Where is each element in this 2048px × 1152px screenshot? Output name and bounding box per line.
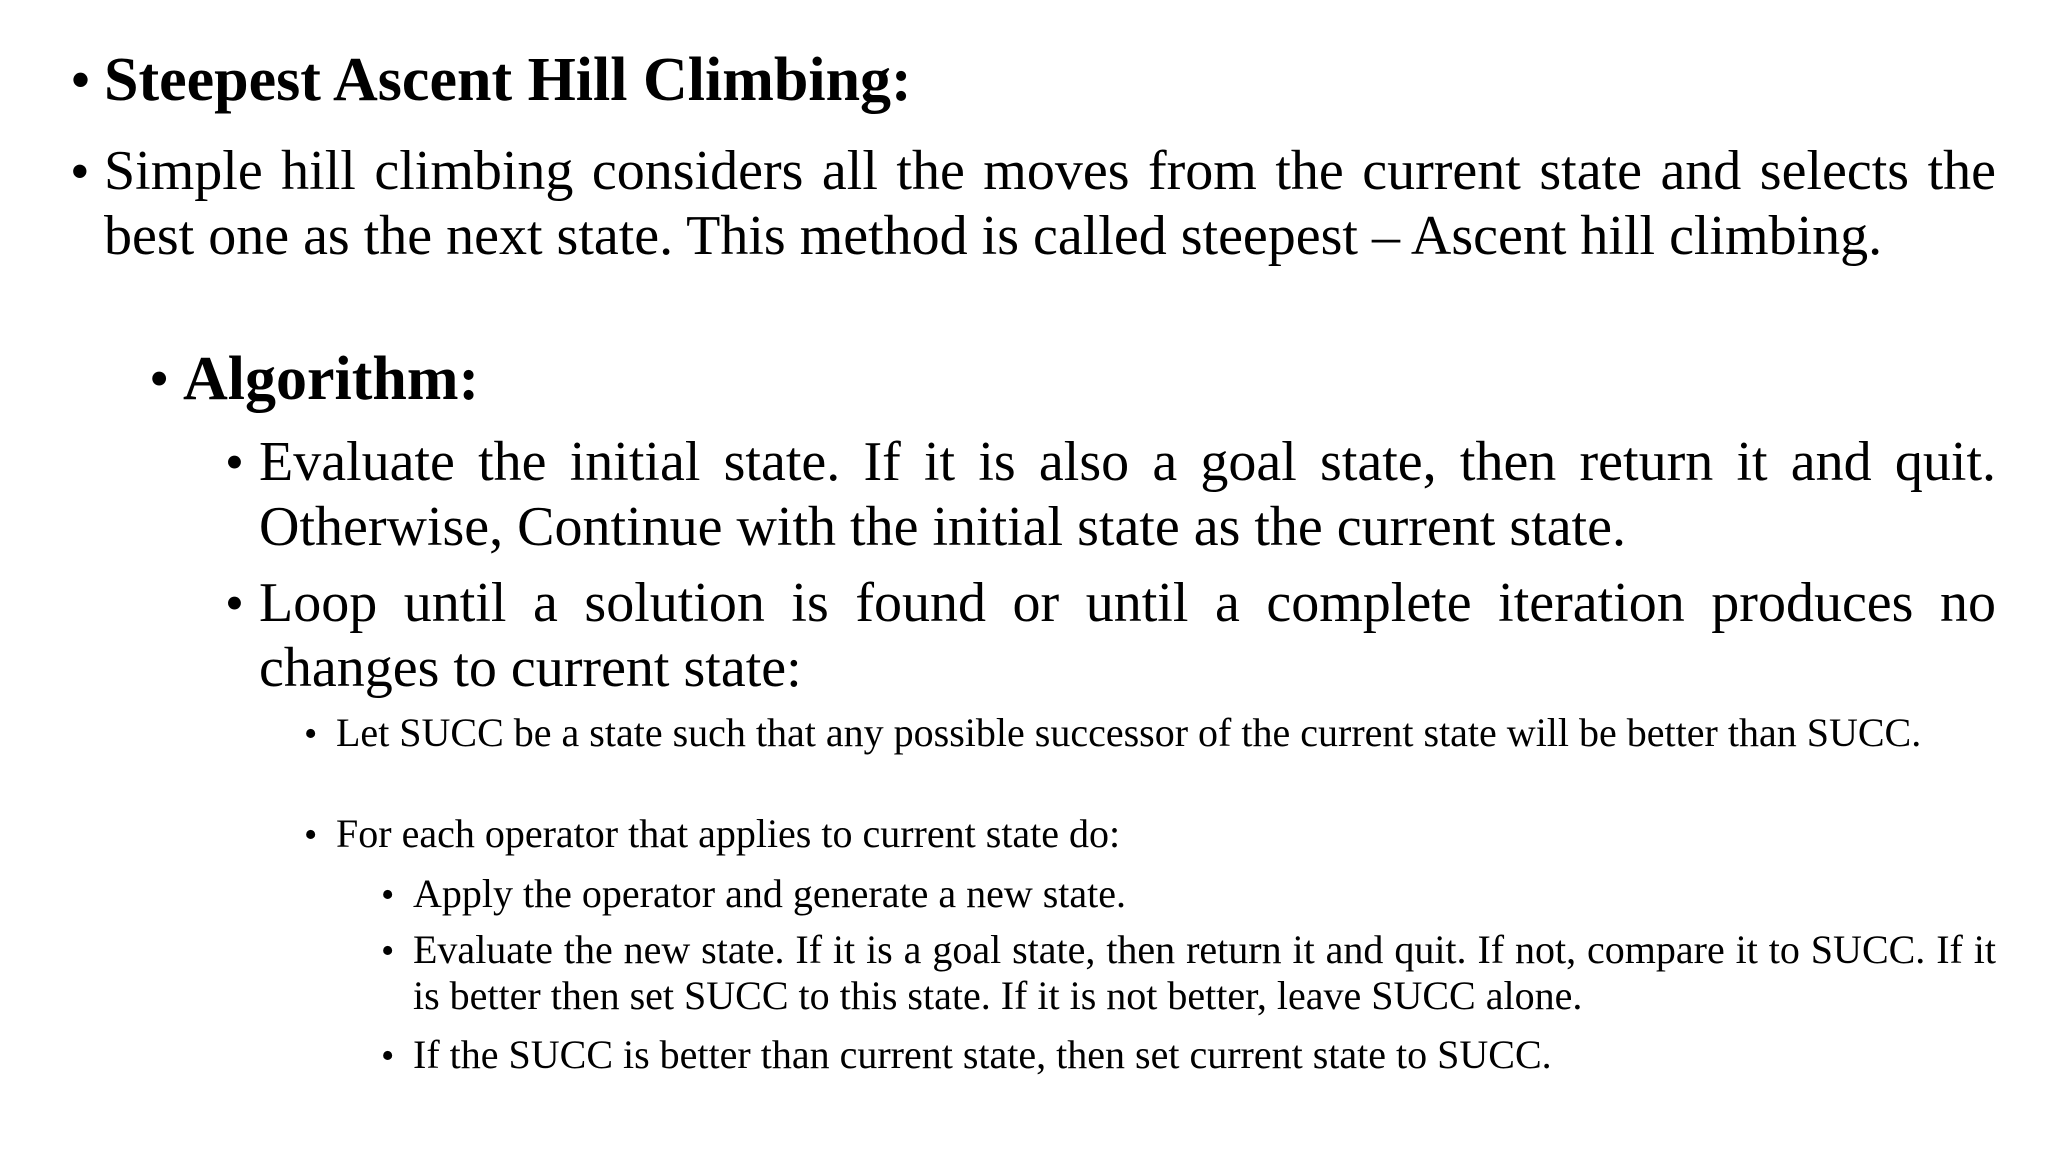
bullet-icon: • (304, 814, 318, 856)
bullet-icon: • (381, 930, 395, 972)
operator-step-text: If the SUCC is better than current state, then set current state to SUCC. (413, 1032, 1552, 1077)
bullet-icon: • (70, 47, 92, 113)
bullet-item-substep (304, 811, 1996, 857)
bullet-item-heading (70, 45, 1996, 115)
bullet-icon: • (225, 432, 244, 492)
bullet-item-intro (70, 139, 1996, 269)
intro-text: Simple hill climbing considers all the moves from the current state and selects the best one as the next state. This method is called steepest – Ascent hill climbing. (104, 140, 1996, 267)
bullet-item-step (225, 430, 1996, 560)
bullet-icon: • (225, 573, 244, 633)
operator-step-text: Evaluate the new state. If it is a goal state, then return it and quit. If not, compare it to SUCC. If it is better then set SUCC to this state. If it is not better, leave SUCC alone. (413, 927, 1996, 1018)
bullet-icon: • (381, 1035, 395, 1077)
step-text: Evaluate the initial state. If it is also a goal state, then return it and quit. Otherwise, Continue with the initial state as the current state. (259, 431, 1996, 558)
algorithm-heading: Algorithm: (183, 345, 480, 413)
bullet-item-operator-step (381, 927, 1996, 1019)
substep-text: For each operator that applies to current state do: (336, 811, 1121, 856)
bullet-icon: • (70, 141, 90, 203)
bullet-item-step (225, 571, 1996, 701)
bullet-item-substep (304, 710, 1996, 756)
bullet-icon: • (304, 713, 318, 755)
bullet-item-operator-step (381, 1032, 1996, 1078)
substep-text: Let SUCC be a state such that any possible successor of the current state will be better than SUCC. (336, 710, 1922, 755)
slide-heading: Steepest Ascent Hill Climbing: (104, 46, 912, 114)
operator-step-text: Apply the operator and generate a new state. (413, 871, 1127, 916)
bullet-icon: • (149, 346, 170, 411)
bullet-item-algorithm (149, 344, 1996, 414)
bullet-icon: • (381, 874, 395, 916)
step-text: Loop until a solution is found or until a complete iteration produces no changes to current state: (259, 572, 1996, 699)
bullet-item-operator-step (381, 871, 1996, 917)
